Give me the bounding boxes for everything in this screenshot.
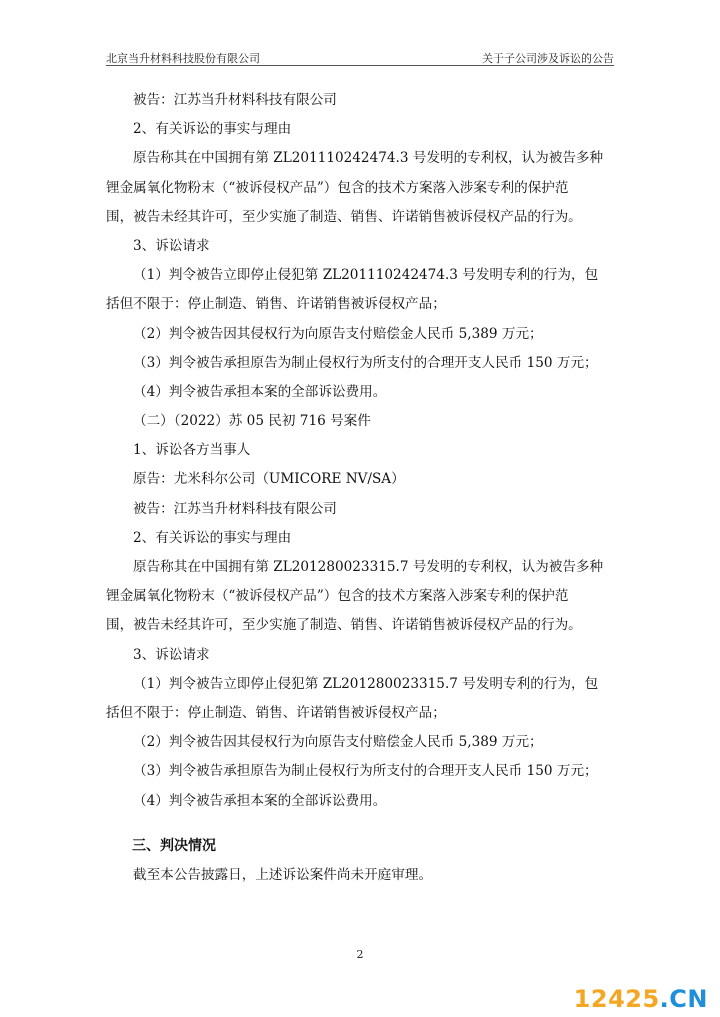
paragraph-line: （4）判令被告承担本案的全部诉讼费用。 [133,383,387,400]
case-heading: （二）（2022）苏 05 民初 716 号案件 [133,413,371,430]
watermark-number: 12425 [573,985,660,1013]
site-watermark-logo [574,985,708,1013]
paragraph-line: 3、诉讼请求 [133,237,210,254]
paragraph-line: 原告：尤米科尔公司（UMICORE NV/SA） [133,471,405,488]
paragraph-line: 被告：江苏当升材料科技有限公司 [133,92,337,108]
paragraph-line: （1）判令被告立即停止侵犯第 ZL201110242474.3 号发明专利的行为，包 [133,267,599,284]
paragraph-line: 2、有关诉讼的事实与理由 [133,529,292,546]
paragraph-line: 锂金属氧化物粉末（“被诉侵权产品”）包含的技术方案落入涉案专利的保护范 [106,179,569,196]
page-header [106,44,614,66]
paragraph-line: 原告称其在中国拥有第 ZL201110242474.3 号发明的专利权，认为被告多种 [133,150,604,167]
paragraph-line: 括但不限于：停止制造、销售、许诺销售被诉侵权产品； [106,296,446,313]
paragraph-line: 围，被告未经其许可，至少实施了制造、销售、许诺销售被诉侵权产品的行为。 [106,617,582,634]
paragraph-line: 1、诉讼各方当事人 [133,442,251,459]
paragraph-line: （3）判令被告承担原告为制止侵权行为所支付的合理开支人民币 150 万元； [133,763,598,780]
paragraph-line: 括但不限于：停止制造、销售、许诺销售被诉侵权产品； [106,704,446,721]
paragraph-line: 被告：江苏当升材料科技有限公司 [133,500,337,517]
paragraph-line: 锂金属氧化物粉末（“被诉侵权产品”）包含的技术方案落入涉案专利的保护范 [106,588,569,605]
watermark-tld: .CN [659,985,708,1013]
paragraph-line: （1）判令被告立即停止侵犯第 ZL201280023315.7 号发明专利的行为，包 [133,675,599,692]
header-rule [106,65,614,66]
paragraph-line: 原告称其在中国拥有第 ZL201280023315.7 号发明的专利权，认为被告多种 [133,559,604,575]
paragraph-line: （2）判令被告因其侵权行为向原告支付赔偿金人民币 5,389 万元； [133,325,543,342]
document-body [106,86,616,890]
section-gap [106,816,616,832]
header-doc-title: 关于子公司涉及诉讼的公告 [482,52,614,65]
paragraph-line: 3、诉讼请求 [133,646,210,663]
paragraph-line: （2）判令被告因其侵权行为向原告支付赔偿金人民币 5,389 万元； [133,734,543,751]
paragraph-line: 2、有关诉讼的事实与理由 [133,121,292,138]
paragraph-line: 围，被告未经其许可，至少实施了制造、销售、许诺销售被诉侵权产品的行为。 [106,208,582,225]
section-text: 截至本公告披露日，上述诉讼案件尚未开庭审理。 [133,866,433,883]
paragraph-line: （3）判令被告承担原告为制止侵权行为所支付的合理开支人民币 150 万元； [133,354,598,371]
section-heading: 三、判决情况 [132,837,216,854]
page-number: 2 [356,948,364,961]
header-company: 北京当升材料科技股份有限公司 [106,52,260,65]
paragraph-line: （4）判令被告承担本案的全部诉讼费用。 [133,792,387,809]
